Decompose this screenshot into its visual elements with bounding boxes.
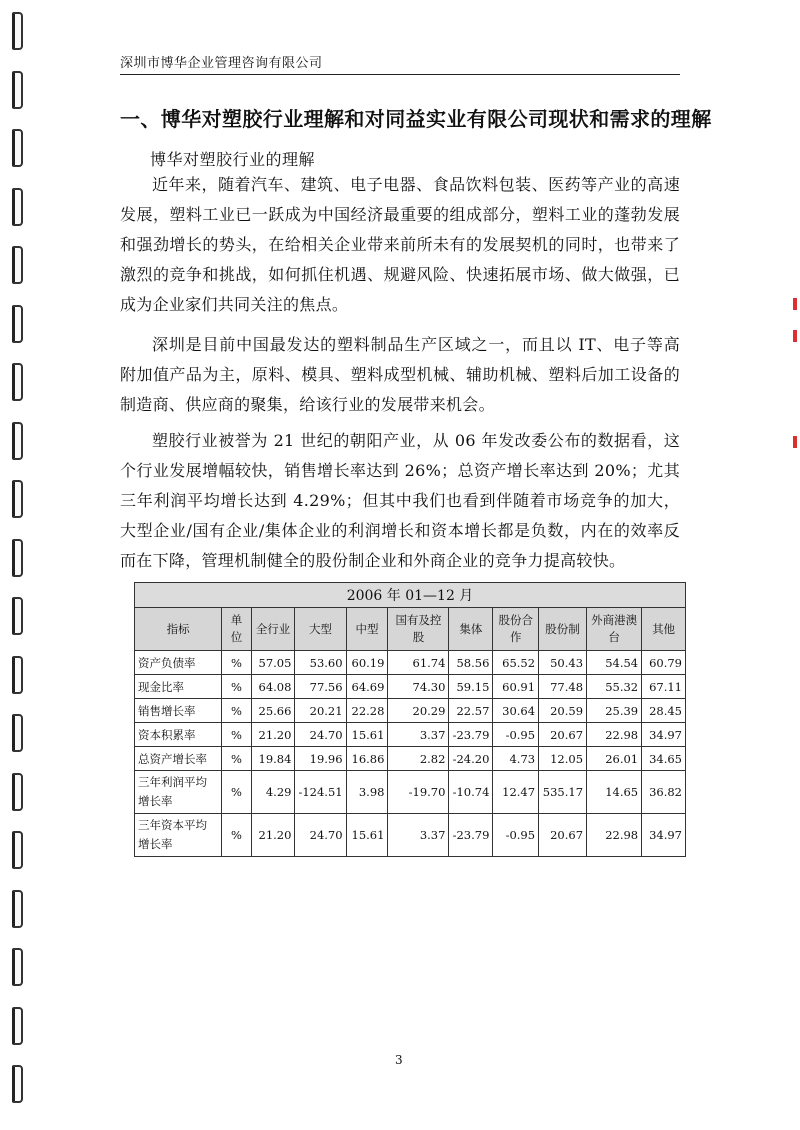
value-cell: 20.67 bbox=[539, 814, 587, 857]
unit-cell: % bbox=[222, 651, 251, 675]
value-cell: 55.32 bbox=[587, 675, 642, 699]
binder-hole bbox=[12, 246, 23, 284]
binder-hole bbox=[12, 890, 23, 928]
binder-hole bbox=[12, 363, 23, 401]
binder-hole bbox=[12, 597, 23, 635]
row-label: 资本积累率 bbox=[135, 723, 222, 747]
unit-cell: % bbox=[222, 699, 251, 723]
value-cell: 20.21 bbox=[295, 699, 346, 723]
binder-hole bbox=[12, 773, 23, 811]
column-header: 单位 bbox=[222, 608, 251, 651]
value-cell: -0.95 bbox=[493, 814, 539, 857]
value-cell: 12.47 bbox=[493, 771, 539, 814]
value-cell: 19.96 bbox=[295, 747, 346, 771]
value-cell: 28.45 bbox=[642, 699, 686, 723]
paragraph-3: 塑胶行业被誉为 21 世纪的朝阳产业，从 06 年发改委公布的数据看，这个行业发展增幅较快，销售增长率达到 26%；总资产增长率达到 20%；尤其三年利润平均增长达到 4.29%；但其中我们也看到伴随着市场竞争的加大，大型企业/国有企业/集体企业的利润增长和资本增长都是负数，内在的效率反而在下降，管理机制健全的股份制企业和外商企业的竞争力提高较快。 bbox=[120, 431, 680, 570]
column-header: 股份制 bbox=[539, 608, 587, 651]
value-cell: -19.70 bbox=[388, 771, 449, 814]
binder-hole bbox=[12, 539, 23, 577]
value-cell: -23.79 bbox=[449, 814, 493, 857]
table-row bbox=[135, 771, 686, 814]
value-cell: 24.70 bbox=[295, 723, 346, 747]
unit-cell: % bbox=[222, 771, 251, 814]
value-cell: -0.95 bbox=[493, 723, 539, 747]
binder-hole bbox=[12, 714, 23, 752]
column-header: 中型 bbox=[346, 608, 388, 651]
value-cell: 535.17 bbox=[539, 771, 587, 814]
value-cell: 12.05 bbox=[539, 747, 587, 771]
value-cell: 16.86 bbox=[346, 747, 388, 771]
column-header: 股份合作 bbox=[493, 608, 539, 651]
industry-stats-table bbox=[134, 582, 686, 857]
value-cell: 67.11 bbox=[642, 675, 686, 699]
unit-cell: % bbox=[222, 814, 251, 857]
table-row bbox=[135, 814, 686, 857]
value-cell: 60.91 bbox=[493, 675, 539, 699]
edge-mark bbox=[793, 298, 797, 310]
value-cell: 58.56 bbox=[449, 651, 493, 675]
value-cell: 34.97 bbox=[642, 723, 686, 747]
value-cell: 60.19 bbox=[346, 651, 388, 675]
value-cell: 53.60 bbox=[295, 651, 346, 675]
row-label: 销售增长率 bbox=[135, 699, 222, 723]
value-cell: 19.84 bbox=[251, 747, 295, 771]
unit-cell: % bbox=[222, 675, 251, 699]
value-cell: 61.74 bbox=[388, 651, 449, 675]
value-cell: 20.29 bbox=[388, 699, 449, 723]
value-cell: 22.98 bbox=[587, 723, 642, 747]
binder-hole bbox=[12, 948, 23, 986]
value-cell: -10.74 bbox=[449, 771, 493, 814]
binder-hole bbox=[12, 422, 23, 460]
value-cell: 22.98 bbox=[587, 814, 642, 857]
value-cell: 64.69 bbox=[346, 675, 388, 699]
value-cell: 36.82 bbox=[642, 771, 686, 814]
paragraph-2: 深圳是目前中国最发达的塑料制品生产区域之一，而且以 IT、电子等高附加值产品为主，原料、模具、塑料成型机械、辅助机械、塑料后加工设备的制造商、供应商的聚集，给该行业的发展带来机会。 bbox=[120, 335, 680, 414]
row-label: 现金比率 bbox=[135, 675, 222, 699]
table-row bbox=[135, 723, 686, 747]
edge-mark bbox=[793, 330, 797, 342]
binder-holes bbox=[12, 0, 26, 1130]
value-cell: 34.97 bbox=[642, 814, 686, 857]
row-label: 总资产增长率 bbox=[135, 747, 222, 771]
row-label: 资产负债率 bbox=[135, 651, 222, 675]
value-cell: 4.73 bbox=[493, 747, 539, 771]
value-cell: 77.56 bbox=[295, 675, 346, 699]
binder-hole bbox=[12, 188, 23, 226]
table-row bbox=[135, 675, 686, 699]
binder-hole bbox=[12, 1065, 23, 1103]
value-cell: -124.51 bbox=[295, 771, 346, 814]
column-header: 大型 bbox=[295, 608, 346, 651]
value-cell: 3.37 bbox=[388, 723, 449, 747]
binder-hole bbox=[12, 305, 23, 343]
row-label: 三年利润平均增长率 bbox=[135, 771, 222, 814]
table-title: 2006 年 01—12 月 bbox=[135, 583, 686, 608]
table-row bbox=[135, 747, 686, 771]
value-cell: 26.01 bbox=[587, 747, 642, 771]
value-cell: 3.37 bbox=[388, 814, 449, 857]
binder-hole bbox=[12, 1007, 23, 1045]
binder-hole bbox=[12, 71, 23, 109]
value-cell: 64.08 bbox=[251, 675, 295, 699]
value-cell: 65.52 bbox=[493, 651, 539, 675]
value-cell: 14.65 bbox=[587, 771, 642, 814]
table-row bbox=[135, 699, 686, 723]
value-cell: -23.79 bbox=[449, 723, 493, 747]
column-header: 国有及控股 bbox=[388, 608, 449, 651]
row-label: 三年资本平均增长率 bbox=[135, 814, 222, 857]
value-cell: 74.30 bbox=[388, 675, 449, 699]
value-cell: 21.20 bbox=[251, 723, 295, 747]
value-cell: 77.48 bbox=[539, 675, 587, 699]
company-header: 深圳市博华企业管理咨询有限公司 bbox=[120, 52, 680, 75]
edge-mark bbox=[793, 436, 797, 448]
value-cell: -24.20 bbox=[449, 747, 493, 771]
value-cell: 2.82 bbox=[388, 747, 449, 771]
value-cell: 25.66 bbox=[251, 699, 295, 723]
binder-hole bbox=[12, 831, 23, 869]
unit-cell: % bbox=[222, 723, 251, 747]
value-cell: 57.05 bbox=[251, 651, 295, 675]
value-cell: 54.54 bbox=[587, 651, 642, 675]
table-row bbox=[135, 651, 686, 675]
header-metric: 指标 bbox=[135, 608, 222, 651]
paragraph-1: 近年来，随着汽车、建筑、电子电器、食品饮料包装、医药等产业的高速发展，塑料工业已一跃成为中国经济最重要的组成部分，塑料工业的蓬勃发展和强劲增长的势头，在给相关企业带来前所未有的发展契机的同时，也带来了激烈的竞争和挑战，如何抓住机遇、规避风险、快速拓展市场、做大做强，已成为企业家们共同关注的焦点。 bbox=[120, 175, 680, 314]
value-cell: 22.28 bbox=[346, 699, 388, 723]
page-number: 3 bbox=[395, 1053, 403, 1067]
value-cell: 30.64 bbox=[493, 699, 539, 723]
value-cell: 25.39 bbox=[587, 699, 642, 723]
value-cell: 15.61 bbox=[346, 723, 388, 747]
column-header: 其他 bbox=[642, 608, 686, 651]
section-heading: 一、博华对塑胶行业理解和对同益实业有限公司现状和需求的理解 bbox=[120, 107, 712, 131]
value-cell: 34.65 bbox=[642, 747, 686, 771]
binder-hole bbox=[12, 480, 23, 518]
binder-hole bbox=[12, 12, 23, 50]
value-cell: 3.98 bbox=[346, 771, 388, 814]
value-cell: 4.29 bbox=[251, 771, 295, 814]
value-cell: 59.15 bbox=[449, 675, 493, 699]
binder-hole bbox=[12, 129, 23, 167]
column-header: 集体 bbox=[449, 608, 493, 651]
value-cell: 15.61 bbox=[346, 814, 388, 857]
value-cell: 22.57 bbox=[449, 699, 493, 723]
column-header: 外商港澳台 bbox=[587, 608, 642, 651]
value-cell: 20.59 bbox=[539, 699, 587, 723]
value-cell: 24.70 bbox=[295, 814, 346, 857]
unit-cell: % bbox=[222, 747, 251, 771]
value-cell: 60.79 bbox=[642, 651, 686, 675]
subsection-heading: 博华对塑胶行业的理解 bbox=[150, 150, 316, 169]
column-header: 全行业 bbox=[251, 608, 295, 651]
value-cell: 50.43 bbox=[539, 651, 587, 675]
binder-hole bbox=[12, 656, 23, 694]
value-cell: 20.67 bbox=[539, 723, 587, 747]
value-cell: 21.20 bbox=[251, 814, 295, 857]
